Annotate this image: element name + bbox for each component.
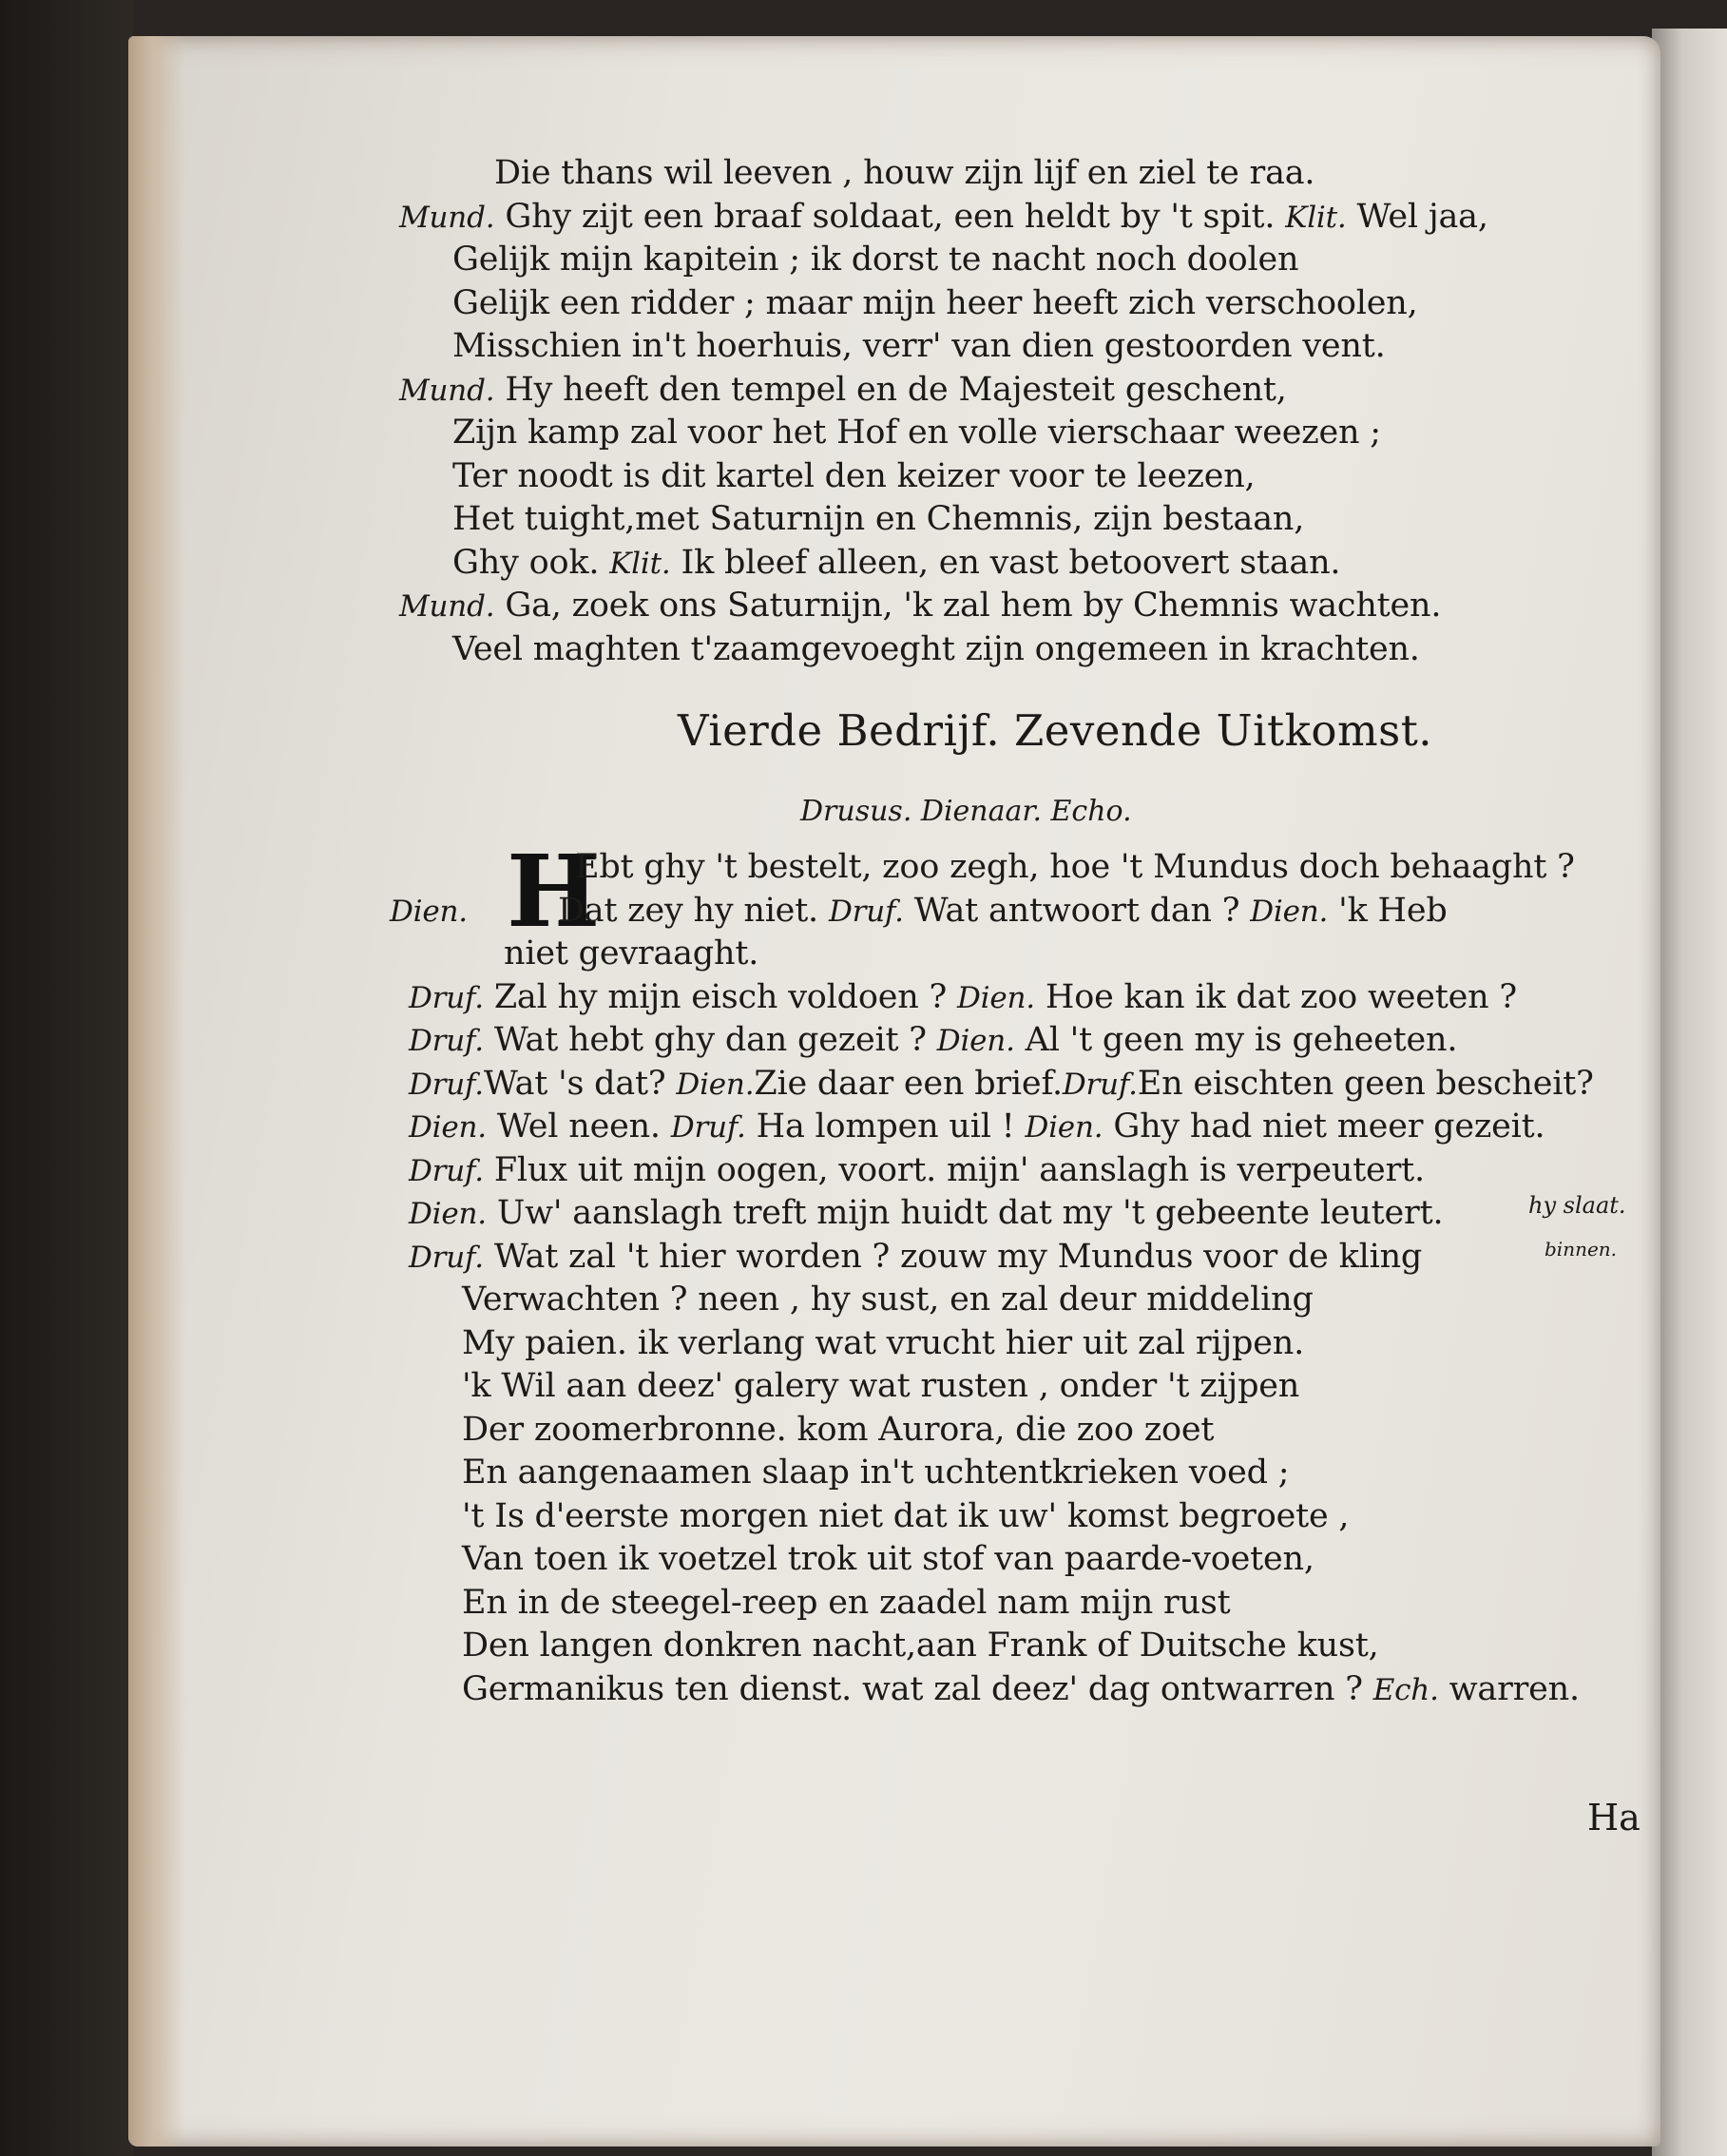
speaker-label: Dien. xyxy=(676,1067,755,1102)
verse-line: 't Is d'eerste morgen niet dat ik uw' komst begroete , xyxy=(462,1496,1350,1535)
speaker-label: Dien. xyxy=(1025,1110,1103,1145)
verse-line: Het tuight,met Saturnijn en Chemnis, zijn bestaan, xyxy=(452,500,1305,538)
verse-line: Ghy ook. Klit. Ik bleef alleen, en vast betoovert staan. xyxy=(452,543,1341,582)
verse-line: Den langen donkren nacht,aan Frank of Duitsche kust, xyxy=(462,1627,1379,1665)
act-heading: Vierde Bedrijf. Zevende Uitkomst. xyxy=(678,705,1433,756)
speaker-label: Mund. xyxy=(399,373,495,408)
verse-line: Gelijk een ridder ; maar mijn heer heeft zich verschoolen, xyxy=(452,283,1418,322)
speaker-label: Druf. xyxy=(409,1153,484,1188)
verse-line: Misschien in't hoerhuis, verr' van dien gestoorden vent. xyxy=(452,327,1386,365)
speaker-label: Dien. xyxy=(409,1197,487,1231)
speaker-label: Mund. xyxy=(399,200,495,235)
verse-line: Van toen ik voetzel trok uit stof van paarde-voeten, xyxy=(462,1540,1314,1578)
verse-line: Mund. Ga, zoek ons Saturnijn, 'k zal hem by Chemnis wachten. xyxy=(399,587,1442,625)
speaker-label: Druf. xyxy=(828,894,904,929)
cast-list: Drusus. Dienaar. Echo. xyxy=(800,795,1132,828)
speaker-label: Dien. xyxy=(936,1024,1015,1058)
verse-line: 'k Wil aan deez' galery wat rusten , onder 't zijpen xyxy=(462,1367,1300,1405)
verse-line: niet gevraaght. xyxy=(504,934,759,972)
verse-line: Mund. Ghy zijt een braaf soldaat, een heldt by 't spit. Klit. Wel jaa, xyxy=(399,197,1488,236)
speaker-label: Dien. xyxy=(1250,894,1329,929)
verse-line: Verwachten ? neen , hy sust, en zal deur middeling xyxy=(462,1280,1314,1319)
catchword: Ha xyxy=(1587,1797,1641,1838)
drop-capital: H xyxy=(507,833,601,950)
verse-line: Ter noodt is dit kartel den keizer voor te leezen, xyxy=(452,456,1256,495)
verse-line: Druf. Flux uit mijn oogen, voort. mijn' aanslagh is verpeutert. xyxy=(409,1150,1425,1189)
verse-line: Druf. Wat hebt ghy dan gezeit ? Dien. Al 't geen my is geheeten. xyxy=(409,1021,1458,1059)
page-worn-edge xyxy=(128,36,185,2146)
speaker-label: Klit. xyxy=(609,546,671,581)
verse-line: Dien. Uw' aanslagh treft mijn huidt dat my 't gebeente leutert. xyxy=(409,1194,1444,1232)
speaker-label: Druf. xyxy=(1062,1067,1138,1102)
verse-line: Druf.Wat 's dat? Dien.Zie daar een brief.Druf.En eischten geen bescheit? xyxy=(409,1064,1594,1103)
speaker-label: Druf. xyxy=(670,1110,746,1145)
verse-line: En aangenaamen slaap in't uchtentkrieken voed ; xyxy=(462,1453,1290,1492)
speaker-label: Druf. xyxy=(409,1240,484,1275)
speaker-label: Druf. xyxy=(409,1067,484,1102)
verse-line: Zijn kamp zal voor het Hof en volle vierschaar weezen ; xyxy=(452,414,1381,452)
verse-block-1 xyxy=(399,152,1654,671)
table-background xyxy=(0,0,133,2156)
verse-line: Gelijk mijn kapitein ; ik dorst te nacht noch doolen xyxy=(452,241,1299,279)
speaker-label: Mund. xyxy=(399,589,495,624)
stage-direction: hy slaat. xyxy=(1528,1192,1626,1219)
verse-line: Germanikus ten dienst. wat zal deez' dag ontwarren ? Ech. warren. xyxy=(462,1669,1580,1708)
speaker-label: Dien. xyxy=(390,894,468,929)
verse-line: Mund. Hy heeft den tempel en de Majesteit geschent, xyxy=(399,370,1287,409)
verse-line: Dien. Wel neen. Druf. Ha lompen uil ! Dien. Ghy had niet meer gezeit. xyxy=(409,1107,1545,1145)
verse-line: Dien. Dat zey hy niet. Druf. Wat antwoort dan ? Dien. 'k Heb xyxy=(390,891,1448,930)
speaker-label: Dien. xyxy=(409,1110,487,1145)
verse-line: Ebt ghy 't bestelt, zoo zegh, hoe 't Mundus doch behaaght ? xyxy=(575,848,1575,886)
speaker-label: Klit. xyxy=(1285,200,1347,235)
verse-line: Die thans wil leeven , houw zijn lijf en ziel te raa. xyxy=(494,154,1315,192)
stage-direction: binnen. xyxy=(1545,1238,1618,1261)
speaker-label: Dien. xyxy=(957,980,1035,1015)
verse-line: Druf. Wat zal 't hier worden ? zouw my Mundus voor de kling xyxy=(409,1237,1423,1276)
verse-line: Der zoomerbronne. kom Aurora, die zoo zoet xyxy=(462,1410,1215,1449)
speaker-label: Druf. xyxy=(409,980,484,1015)
speaker-label: Ech. xyxy=(1372,1672,1439,1707)
verse-line: En in de steegel-reep en zaadel nam mijn rust xyxy=(462,1583,1231,1622)
verse-line: Druf. Zal hy mijn eisch voldoen ? Dien. Hoe kan ik dat zoo weeten ? xyxy=(409,977,1517,1016)
speaker-label: Druf. xyxy=(409,1024,484,1058)
verse-line: Veel maghten t'zaamgevoeght zijn ongemeen in krachten. xyxy=(452,629,1420,668)
verse-block-2 xyxy=(390,846,1663,1711)
verse-line: My paien. ik verlang wat vrucht hier uit zal rijpen. xyxy=(462,1323,1304,1362)
